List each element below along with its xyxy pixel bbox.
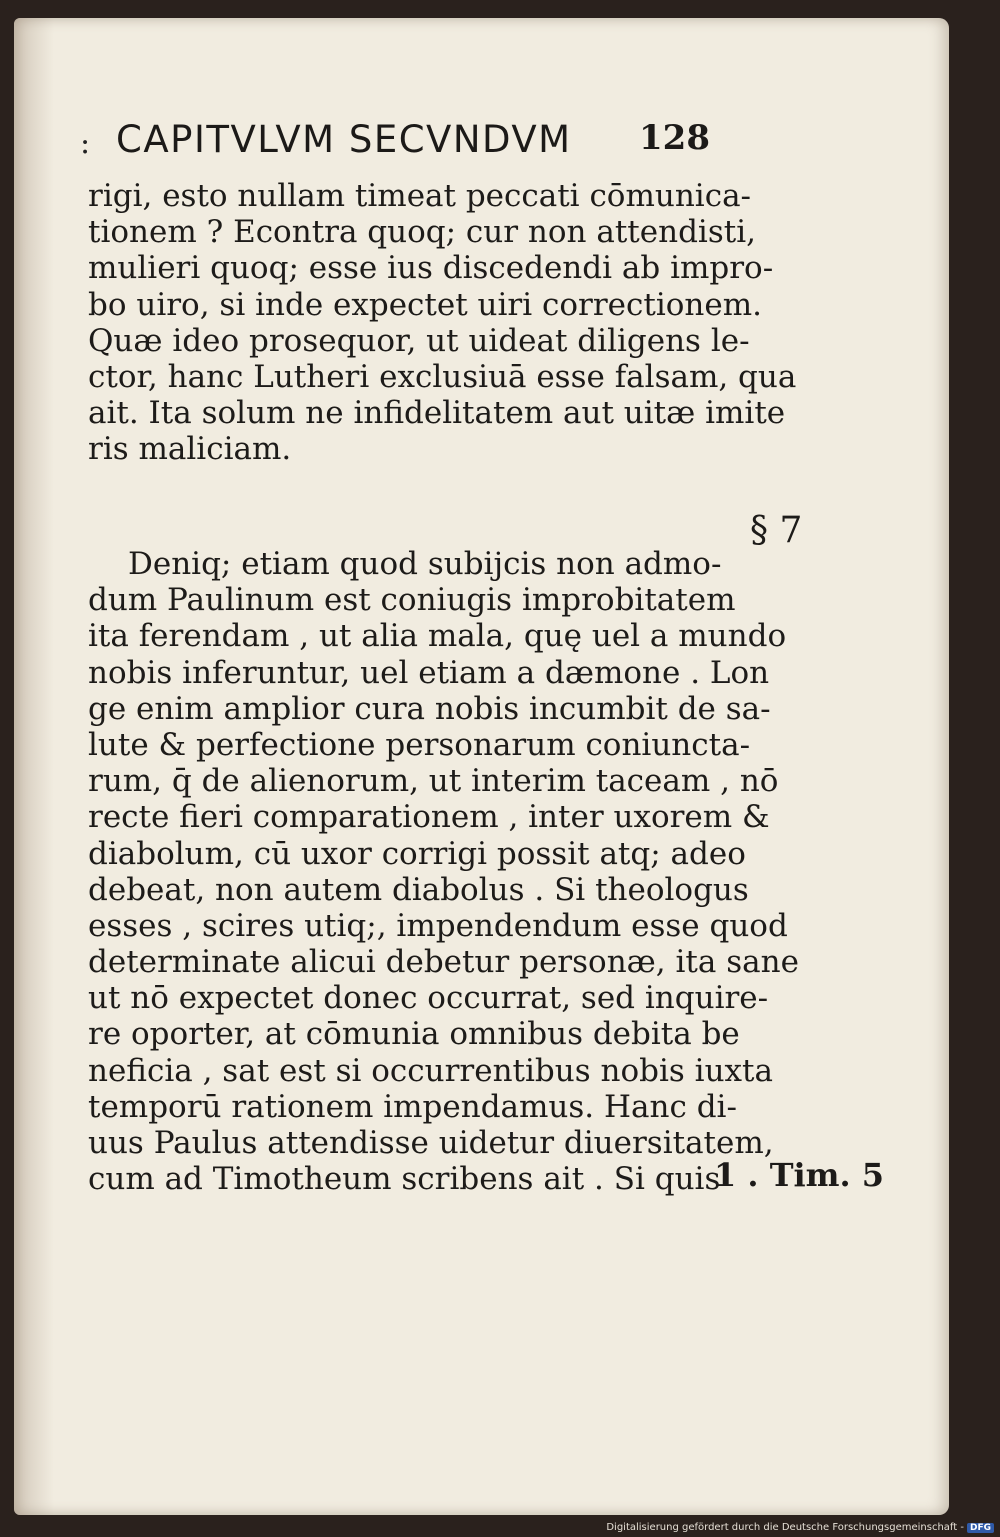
text-line: ait. Ita solum ne infidelitatem aut uitæ imite <box>88 395 786 432</box>
text-line: ge enim amplior cura nobis incumbit de sa- <box>88 690 771 727</box>
book-page <box>14 18 949 1515</box>
text-line: esses , scires utiq;, impendendum esse quod <box>88 907 788 944</box>
text-line: determinate alicui debetur personæ, ita sane <box>88 944 799 981</box>
paragraph-2 <box>88 546 799 1198</box>
text-line: ut nō expectet donec occurrat, sed inquire- <box>88 980 769 1017</box>
chapter-title: CAPITVLVM SECVNDVM <box>116 118 572 161</box>
text-line: ita ferendam , ut alia mala, quę uel a mundo <box>88 618 787 655</box>
text-line: recte fieri comparationem , inter uxorem & <box>88 799 770 836</box>
text-line: ris maliciam. <box>88 431 292 468</box>
text-line: ctor, hanc Lutheri exclusiuā esse falsam, qua <box>88 358 797 395</box>
text-line: re oporter, at cōmunia omnibus debita be <box>88 1016 740 1053</box>
text-line: debeat, non autem diabolus . Si theologus <box>88 871 749 908</box>
text-line: nobis inferuntur, uel etiam a dæmone . Lon <box>88 654 770 691</box>
text-line: Quæ ideo prosequor, ut uideat diligens le- <box>88 322 750 359</box>
header-mark: : <box>80 126 91 161</box>
text-line: cum ad Timotheum scribens ait . Si quis <box>88 1161 721 1198</box>
text-line: neficia , sat est si occurrentibus nobis iuxta <box>88 1052 773 1089</box>
text-line: rum, q̄ de alienorum, ut interim taceam , nō <box>88 763 779 800</box>
paragraph-1 <box>88 178 797 468</box>
text-line: diabolum, cū uxor corrigi possit atq; adeo <box>88 835 746 872</box>
page-number: 128 <box>639 118 710 158</box>
text-line: temporū rationem impendamus. Hanc di- <box>88 1088 737 1125</box>
text-line: dum Paulinum est coniugis improbitatem <box>88 582 736 619</box>
credit-text: Digitalisierung gefördert durch die Deutsche Forschungsgemeinschaft - <box>606 1522 964 1533</box>
margin-section-mark: § 7 <box>750 510 803 551</box>
text-line: rigi, esto nullam timeat peccati cōmunica- <box>88 178 752 214</box>
dfg-logo: DFG <box>967 1523 994 1533</box>
digitization-credit <box>606 1522 994 1533</box>
text-line: tionem ? Econtra quoq; cur non attendisti, <box>88 214 756 251</box>
margin-reference: 1 . Tim. 5 <box>714 1156 885 1194</box>
text-line: lute & perfectione personarum coniuncta- <box>88 726 751 763</box>
text-line: mulieri quoq; esse ius discedendi ab impro- <box>88 250 774 287</box>
text-line: uus Paulus attendisse uidetur diuersitatem, <box>88 1125 774 1161</box>
text-line: Deniq; etiam quod subijcis non admo- <box>128 546 722 582</box>
text-line: bo uiro, si inde expectet uiri correctionem. <box>88 286 762 323</box>
running-header <box>80 118 710 168</box>
